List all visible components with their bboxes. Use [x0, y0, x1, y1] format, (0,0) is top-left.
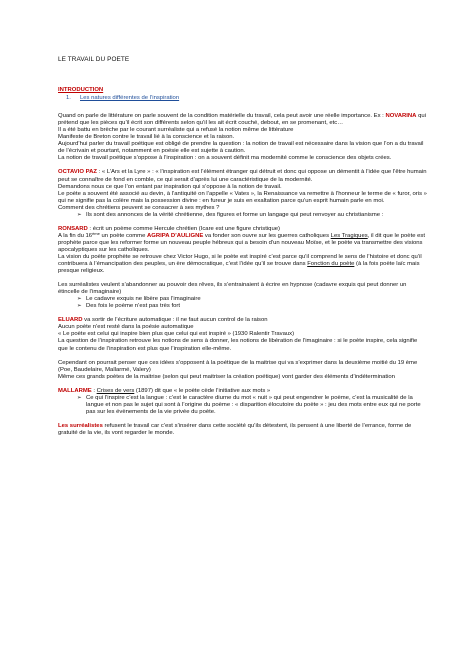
- bullet-list: [58, 296, 428, 310]
- paragraph: [58, 141, 428, 155]
- paragraph: [58, 282, 428, 296]
- text-run: A la fin du 16: [58, 232, 93, 239]
- paragraph: [58, 230, 428, 254]
- paragraph: [58, 374, 428, 381]
- bullet-item: ➢ Ce qui l’inspire c’est la langue : c’est le caractère diurne du mot « nuit » qui peut engendrer le poème, c’est la musicalité de la langue et non pas le sujet qui sont à l’origine du poème : « disparition élocutoire du poète » : jeu des mots entre eux qui ne porte pas sur les évènements de la vie privée du poète.: [77, 395, 428, 416]
- paragraph-spacer: [58, 353, 428, 360]
- paragraph: [58, 331, 428, 338]
- bullet-list: [58, 212, 428, 219]
- subsection-number: 1.: [66, 95, 71, 102]
- paragraph: [58, 127, 428, 134]
- paragraph-spacer: [58, 162, 428, 169]
- text-run: (à la fois poète laïc mais presque religieux.: [58, 261, 420, 275]
- document-body: [58, 56, 428, 437]
- document-title: LE TRAVAIL DU POETE: [58, 56, 130, 63]
- bullet-item: ➢ Ils sont des annonces de la vérité chrétienne, des figures et forme un langage qui peut renvoyer au christianisme :: [77, 212, 428, 219]
- subsection-heading: [66, 95, 428, 102]
- author-name: NOVARINA: [385, 113, 417, 120]
- paragraph: [58, 254, 428, 275]
- text-run: refusent le travail car c’est s’insérer dans cette société qu’ils détestent, ils pensent à une liberté de l’errance, forme de gratuité de la vie, ils vont regarder le monde.: [58, 422, 412, 436]
- paragraph-spacer: [58, 416, 428, 423]
- text-run: Quand on parle de littérature on parle souvent de la condition matérielle du travail, cela peut avoir une réelle importance. Ex :: [58, 113, 386, 120]
- paragraph-spacer: [58, 219, 428, 226]
- text-run: Aujourd’hui parler du travail poétique est obligé de prendre la question : la notion de travail est nécessaire dans la vision que l’on a du travail de l’écrivain et pourtant, notamment en poésie elle est sujette à caution.: [58, 141, 424, 155]
- paragraph: [58, 155, 428, 162]
- text-run: : écrit un poème comme Hercule chrétien (Icare est une figure christique): [87, 225, 280, 232]
- author-name: RONSARD: [58, 225, 88, 232]
- paragraph: [58, 205, 428, 212]
- subsection-label: Les natures différentes de l’inspiration: [80, 95, 180, 102]
- text-run: :: [91, 387, 97, 394]
- text-run: : « L’Ars et la Lyre » : « l’inspiration est l’élément étranger qui détruit et donc qui oppose un démentit à l’idée que l’être humain peut se connaître de fond en comble, ce qui serait d’après lui une caractéristique de la modernité.: [58, 169, 427, 183]
- bullet-item: ➢ Des fois le poème n’est pas très fort: [77, 303, 428, 310]
- text-run: « Le poète est celui qui inspire bien plus que celui qui est inspiré » (1930 Ralentir Travaux): [58, 331, 295, 338]
- author-name: Les surréalistes: [58, 422, 103, 429]
- text-run: va fonder son ouvre sur les guerres catholiques: [203, 232, 331, 239]
- text-run: un poète comme: [99, 232, 147, 239]
- author-name: AGRIPA D’AULIGNE: [147, 232, 204, 239]
- paragraph: [58, 324, 428, 331]
- text-run: La notion de travail poétique s’oppose à l’inspiration : on a souvent définit ma modernité comme le conscience des objets crées.: [58, 155, 392, 162]
- work-title: Fonction du poète: [307, 261, 355, 268]
- paragraph: [58, 191, 428, 205]
- paragraph: [58, 134, 428, 141]
- text-run: Il a été battu en brèche par le courant surréaliste qui a refusé la notion même de littérature: [58, 127, 294, 134]
- paragraph-spacer: [58, 310, 428, 317]
- author-name: OCTAVIO PAZ: [58, 169, 97, 176]
- text-run: Les surréalistes veulent s’abandonner au pouvoir des rêves, ils s’entrainaient à écrire en hypnose (cadavre exquis qui peut donner un étincelle de l’imaginaire): [58, 282, 407, 296]
- author-name: MALLARME: [58, 387, 92, 394]
- text-blocks: [58, 113, 428, 437]
- paragraph-spacer: [58, 381, 428, 388]
- text-run: Manifeste de Breton contre le travail lié à la conscience et la raison.: [58, 134, 235, 141]
- text-run: La question de l’inspiration retrouve les notions de sens à donner, les notions de libération de l’imaginaire : si le poète inspire, cela signifie que le contenu de l’inspiration est plus que l’inspiration elle-même.: [58, 338, 418, 352]
- text-run: Comment des chrétiens peuvent se consacrer à ses mythes ?: [58, 204, 220, 211]
- text-run: Aucun poète n’est resté dans la poésie automatique: [58, 324, 194, 331]
- bullet-item: ➢ Le cadavre exquis ne libère pas l’imaginaire: [77, 296, 428, 303]
- text-run: Demandons nous ce que l’on entant par inspiration qui s’oppose à la notion de travail.: [58, 183, 282, 190]
- paragraph: [58, 317, 428, 324]
- text-run: (1897) dit que « le poète cède l’initiative aux mots »: [134, 387, 271, 394]
- paragraph: [58, 338, 428, 352]
- text-run: , il dit que le poète est prophète parce que les reformer forme un nouveau peuple hébreux qui a besoin d’un nouveau Moïse, et le poète va transmettre des visions apocalyptiques sur les catholiques.: [58, 232, 425, 253]
- paragraph: [58, 423, 428, 437]
- paragraph-spacer: [58, 275, 428, 282]
- text-run: Même ces grands poètes de la maitrise (selon qui peut maitriser la création poétique) vont garder des éléments d’indétermination: [58, 373, 395, 380]
- text-run: qui prétend que les pièces qu’il écrit son différents selon qu’il les ait écrit couché, debout, en se promenant, etc…: [58, 113, 426, 127]
- text-run: Cependant on pourrait penser que ces idées s’opposent à la poétique de la maitrise qui va s’exprimer dans la deuxième moitié du 19 ème (Poe, Baudelaire, Mallarmé, Valery): [58, 359, 418, 373]
- section-heading: INTRODUCTION: [58, 87, 104, 94]
- paragraph: [58, 184, 428, 191]
- paragraph: [58, 113, 428, 127]
- paragraph: [58, 226, 428, 233]
- work-title: Crises de vers: [96, 387, 135, 394]
- bullet-list: [58, 395, 428, 416]
- paragraph: [58, 169, 428, 183]
- work-title: Les Tragiques: [330, 232, 368, 239]
- text-run: La vision du poète prophète se retrouve chez Victor Hugo, si le poète est inspiré c’est parce qu’il comprend le sens de l’histoire et donc qu’il contribuera à l’émancipation des peuples, un ère démocratique, c’est l’idée qu’il se trouve dans: [58, 253, 422, 268]
- superscript: ème: [92, 230, 100, 236]
- author-name: ELUARD: [58, 317, 83, 324]
- paragraph: [58, 388, 428, 395]
- text-run: Le poète a souvent été associé au devin, à l’antiquité on l’appelle « Vates », la Renaissance va remettre à l’honneur le terme de « furor, oris » qui ne signifie pas la colère mais la possession divine : en fureur je suis en exaltation parce qu’un esprit humain parle en moi.: [58, 190, 427, 204]
- paragraph: [58, 360, 428, 374]
- text-run: va sortir de l’écriture automatique : il ne faut aucun control de la raison: [82, 317, 268, 324]
